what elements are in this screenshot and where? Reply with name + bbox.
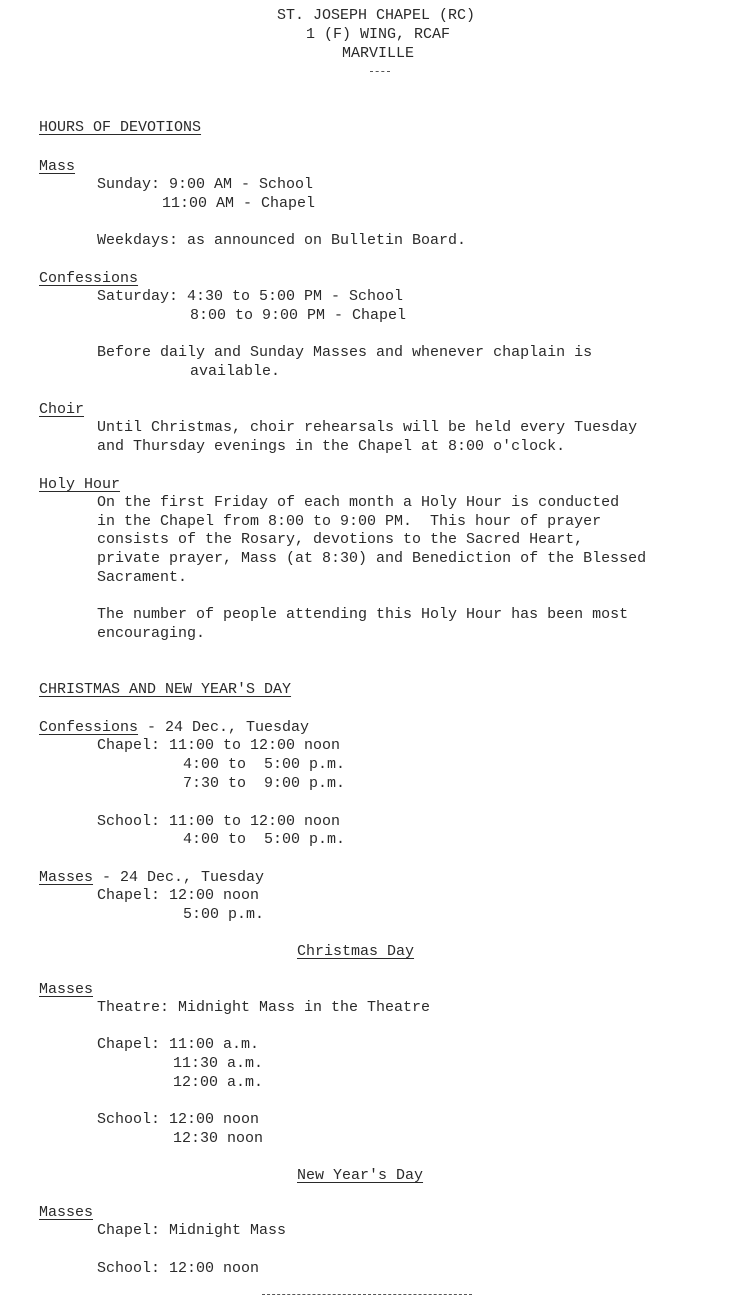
holy-hour-line-4: private prayer, Mass (at 8:30) and Benediction of the Blessed <box>97 550 647 567</box>
day-school-line-2: 12:30 noon <box>173 1130 264 1147</box>
footer-rule <box>262 1294 472 1295</box>
holy-hour-line-6: The number of people attending this Holy Hour has been most <box>97 606 629 623</box>
day-chapel-line-3: 12:00 a.m. <box>173 1074 264 1091</box>
heading-new-year-masses: Masses <box>39 1204 94 1221</box>
day-chapel-line-2: 11:30 a.m. <box>173 1055 264 1072</box>
new-year-school: School: 12:00 noon <box>97 1260 260 1277</box>
confessions-note-line-1: Before daily and Sunday Masses and whenever chaplain is <box>97 344 593 361</box>
confessions-saturday-line-2: 8:00 to 9:00 PM - Chapel <box>190 307 407 324</box>
christmas-day-title: Christmas Day <box>297 943 415 960</box>
christmas-masses-line <box>39 868 264 887</box>
conf-chapel-line-2: 4:00 to 5:00 p.m. <box>183 756 346 773</box>
conf-school-line-1: School: 11:00 to 12:00 noon <box>97 813 341 830</box>
holy-hour-line-3: consists of the Rosary, devotions to the Sacred Heart, <box>97 531 584 548</box>
christmas-confessions-line <box>39 718 309 737</box>
confessions-saturday-line-1: Saturday: 4:30 to 5:00 PM - School <box>97 288 404 305</box>
mass-sunday-line-2: 11:00 AM - Chapel <box>162 195 316 212</box>
heading-choir: Choir <box>39 401 85 418</box>
new-year-chapel: Chapel: Midnight Mass <box>97 1222 287 1239</box>
chapel-name: ST. JOSEPH CHAPEL (RC) <box>277 7 476 24</box>
holy-hour-line-1: On the first Friday of each month a Holy Hour is conducted <box>97 494 620 511</box>
day-chapel-line-1: Chapel: 11:00 a.m. <box>97 1036 260 1053</box>
holy-hour-line-7: encouraging. <box>97 625 206 642</box>
new-year-title: New Year's Day <box>297 1167 424 1184</box>
mass-sunday-line-1: Sunday: 9:00 AM - School <box>97 176 314 193</box>
confessions-note-line-2: available. <box>190 363 281 380</box>
theatre-mass: Theatre: Midnight Mass in the Theatre <box>97 999 431 1016</box>
heading-christmas-day-masses: Masses <box>39 981 94 998</box>
choir-line-2: and Thursday evenings in the Chapel at 8:00 o'clock. <box>97 438 566 455</box>
wing-name: 1 (F) WING, RCAF <box>306 26 451 43</box>
header-dash <box>370 71 390 72</box>
christmas-confessions-date: - 24 Dec., Tuesday <box>138 719 310 736</box>
location-name: MARVILLE <box>342 45 415 62</box>
conf-school-line-2: 4:00 to 5:00 p.m. <box>183 831 346 848</box>
holy-hour-line-5: Sacrament. <box>97 569 188 586</box>
heading-mass: Mass <box>39 158 76 175</box>
masses-chapel-line-2: 5:00 p.m. <box>183 906 265 923</box>
choir-line-1: Until Christmas, choir rehearsals will be held every Tuesday <box>97 419 638 436</box>
heading-christmas-confessions: Confessions <box>39 719 139 736</box>
conf-chapel-line-3: 7:30 to 9:00 p.m. <box>183 775 346 792</box>
heading-christmas-masses: Masses <box>39 869 94 886</box>
section-title-devotions: HOURS OF DEVOTIONS <box>39 119 202 136</box>
masses-chapel-line-1: Chapel: 12:00 noon <box>97 887 260 904</box>
section-title-christmas: CHRISTMAS AND NEW YEAR'S DAY <box>39 681 292 698</box>
conf-chapel-line-1: Chapel: 11:00 to 12:00 noon <box>97 737 341 754</box>
day-school-line-1: School: 12:00 noon <box>97 1111 260 1128</box>
holy-hour-line-2: in the Chapel from 8:00 to 9:00 PM. This hour of prayer <box>97 513 602 530</box>
heading-holy-hour: Holy Hour <box>39 476 121 493</box>
christmas-masses-date: - 24 Dec., Tuesday <box>93 869 265 886</box>
mass-weekdays: Weekdays: as announced on Bulletin Board. <box>97 232 467 249</box>
heading-confessions: Confessions <box>39 270 139 287</box>
